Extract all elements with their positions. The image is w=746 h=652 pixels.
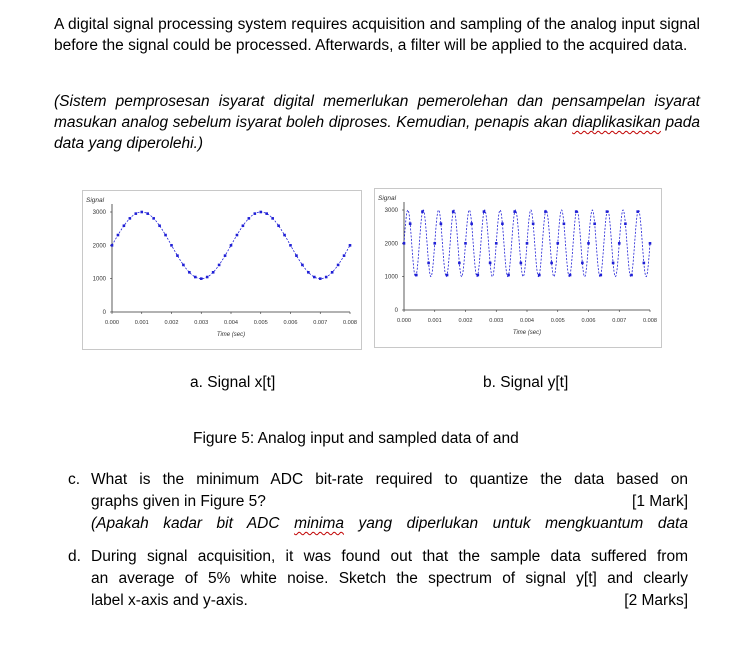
sample-point <box>550 262 553 265</box>
sample-point <box>236 234 239 237</box>
x-tick-label: 0.008 <box>343 320 357 326</box>
y-tick-label: 0 <box>102 310 106 316</box>
chart-signal-x <box>82 190 362 350</box>
sample-point <box>520 262 523 265</box>
y-axis-label: Signal <box>378 195 397 202</box>
sample-point <box>606 210 609 213</box>
sample-point <box>182 264 185 267</box>
sample-point <box>152 217 155 220</box>
sample-point <box>630 274 633 277</box>
sample-point <box>600 274 603 277</box>
question-d <box>68 546 688 616</box>
y-tick-label: 3000 <box>92 210 106 216</box>
sample-point <box>158 224 161 227</box>
sample-point <box>593 222 596 225</box>
sample-point <box>643 262 646 265</box>
x-tick-label: 0.001 <box>134 320 149 326</box>
spellcheck-word: diaplikasikan <box>572 114 661 131</box>
spellcheck-word: minima <box>294 515 345 532</box>
sample-point <box>624 222 627 225</box>
y-tick-label: 0 <box>394 308 398 314</box>
x-tick-label: 0.007 <box>612 318 627 324</box>
sample-point <box>507 274 510 277</box>
sample-point <box>489 262 492 265</box>
sample-point <box>188 271 191 274</box>
x-tick-label: 0.005 <box>550 318 565 324</box>
sample-point <box>212 271 215 274</box>
question-text: What is the minimum ADC bit-rate required to quantize the data based on <box>91 471 688 488</box>
intro-malay-text: (Sistem pemprosesan isyarat digital memerlukan pemerolehan dan pensampelan isyarat masukan analog sebelum isyarat boleh diproses. Kemudian, penapis akan <box>54 93 700 131</box>
sample-point <box>194 276 197 279</box>
sample-point <box>421 210 424 213</box>
question-text: During signal acquisition, it was found out that the sample data suffered from <box>91 548 688 565</box>
y-tick-label: 3000 <box>384 208 398 214</box>
sample-point <box>259 211 262 214</box>
sample-point <box>649 242 652 245</box>
x-tick-label: 0.006 <box>581 318 596 324</box>
intro-text: A digital signal processing system requires acquisition and sampling of the analog input signal before the signal could be processed. Afterwards, a filter will be applied to the acquired data. <box>54 16 700 54</box>
sample-point <box>129 217 132 220</box>
sample-point <box>301 264 304 267</box>
x-tick-label: 0.003 <box>489 318 504 324</box>
sample-point <box>135 212 138 215</box>
question-label: d. <box>68 548 81 565</box>
marks-label: [1 Mark] <box>632 493 688 510</box>
question-c <box>68 469 688 539</box>
question-text: graphs given in Figure 5? <box>91 493 266 510</box>
sample-point <box>271 217 274 220</box>
sample-point <box>349 244 352 247</box>
sample-point <box>612 262 615 265</box>
y-axis-label: Signal <box>86 197 105 204</box>
sample-point <box>544 210 547 213</box>
sample-point <box>331 271 334 274</box>
intro-paragraph-malay <box>54 91 700 154</box>
y-tick-label: 1000 <box>384 274 398 281</box>
sample-point <box>569 274 572 277</box>
sample-point <box>458 262 461 265</box>
sample-point <box>319 277 322 280</box>
sample-point <box>427 262 430 265</box>
x-tick-label: 0.002 <box>458 318 473 324</box>
y-tick-label: 2000 <box>384 241 398 248</box>
sample-point <box>409 222 412 225</box>
question-malay-text <box>91 513 688 535</box>
sample-point <box>526 242 529 245</box>
x-tick-label: 0.000 <box>397 318 411 324</box>
sample-point <box>307 271 310 274</box>
sample-point <box>575 210 578 213</box>
question-text: an average of 5% white noise. Sketch the spectrum of signal y[t] and clearly <box>91 570 688 587</box>
sample-point <box>200 277 203 280</box>
sample-point <box>248 217 251 220</box>
sample-point <box>117 234 120 237</box>
x-tick-label: 0.004 <box>224 320 238 326</box>
sample-point <box>111 244 114 247</box>
sample-point <box>501 222 504 225</box>
sample-point <box>415 274 418 277</box>
sample-point <box>440 222 443 225</box>
sample-point <box>295 254 298 257</box>
question-label: c. <box>68 471 81 488</box>
sample-point <box>495 242 498 245</box>
x-tick-label: 0.008 <box>643 318 657 324</box>
sample-point <box>206 276 209 279</box>
sample-point <box>176 254 179 257</box>
sample-point <box>403 242 406 245</box>
sample-point <box>146 212 149 215</box>
sample-point <box>170 244 173 247</box>
x-tick-label: 0.007 <box>313 320 328 326</box>
x-axis-label: Time (sec) <box>512 330 542 336</box>
x-tick-label: 0.004 <box>520 318 534 324</box>
sample-point <box>636 210 639 213</box>
sample-point <box>477 274 480 277</box>
sample-point <box>343 254 346 257</box>
y-tick-label: 1000 <box>92 276 106 283</box>
sample-point <box>230 244 233 247</box>
sample-point <box>464 242 467 245</box>
x-tick-label: 0.005 <box>253 320 268 326</box>
sample-point <box>532 222 535 225</box>
sample-point <box>587 242 590 245</box>
sample-point <box>563 222 566 225</box>
sample-point <box>283 234 286 237</box>
sample-point <box>277 224 280 227</box>
sample-point <box>242 224 245 227</box>
sample-point <box>433 242 436 245</box>
sample-point <box>140 211 143 214</box>
caption-signal-y: b. Signal y[t] <box>483 374 569 391</box>
question-malay-part: (Apakah kadar bit ADC <box>91 515 295 532</box>
marks-label: [2 Marks] <box>624 592 688 609</box>
sample-point <box>164 234 167 237</box>
intro-paragraph <box>54 14 700 56</box>
x-tick-label: 0.001 <box>427 318 442 324</box>
sample-point <box>254 212 257 215</box>
y-tick-label: 2000 <box>92 243 106 250</box>
question-malay-part: yang diperlukan untuk mengkuantum data <box>344 515 688 532</box>
sample-point <box>618 242 621 245</box>
question-text: label x-axis and y-axis. <box>91 592 248 609</box>
sample-point <box>218 264 221 267</box>
sample-point <box>513 210 516 213</box>
x-tick-label: 0.003 <box>194 320 209 326</box>
x-tick-label: 0.002 <box>164 320 179 326</box>
sample-point <box>337 264 340 267</box>
sample-point <box>123 224 126 227</box>
sample-point <box>581 262 584 265</box>
sample-point <box>313 276 316 279</box>
intro-malay-text-end: pada data yang diperolehi.) <box>54 114 700 152</box>
sample-point <box>446 274 449 277</box>
sample-point <box>289 244 292 247</box>
sample-point <box>224 254 227 257</box>
sample-point <box>452 210 455 213</box>
sample-point <box>483 210 486 213</box>
x-tick-label: 0.000 <box>105 320 119 326</box>
x-tick-label: 0.006 <box>283 320 298 326</box>
chart-signal-y <box>374 188 662 348</box>
sample-point <box>265 212 268 215</box>
sample-point <box>538 274 541 277</box>
sample-point <box>556 242 559 245</box>
sample-point <box>470 222 473 225</box>
caption-signal-x: a. Signal x[t] <box>190 374 276 391</box>
figure-caption: Figure 5: Analog input and sampled data of and <box>193 430 519 447</box>
x-axis-label: Time (sec) <box>216 332 246 338</box>
sample-point <box>325 276 328 279</box>
